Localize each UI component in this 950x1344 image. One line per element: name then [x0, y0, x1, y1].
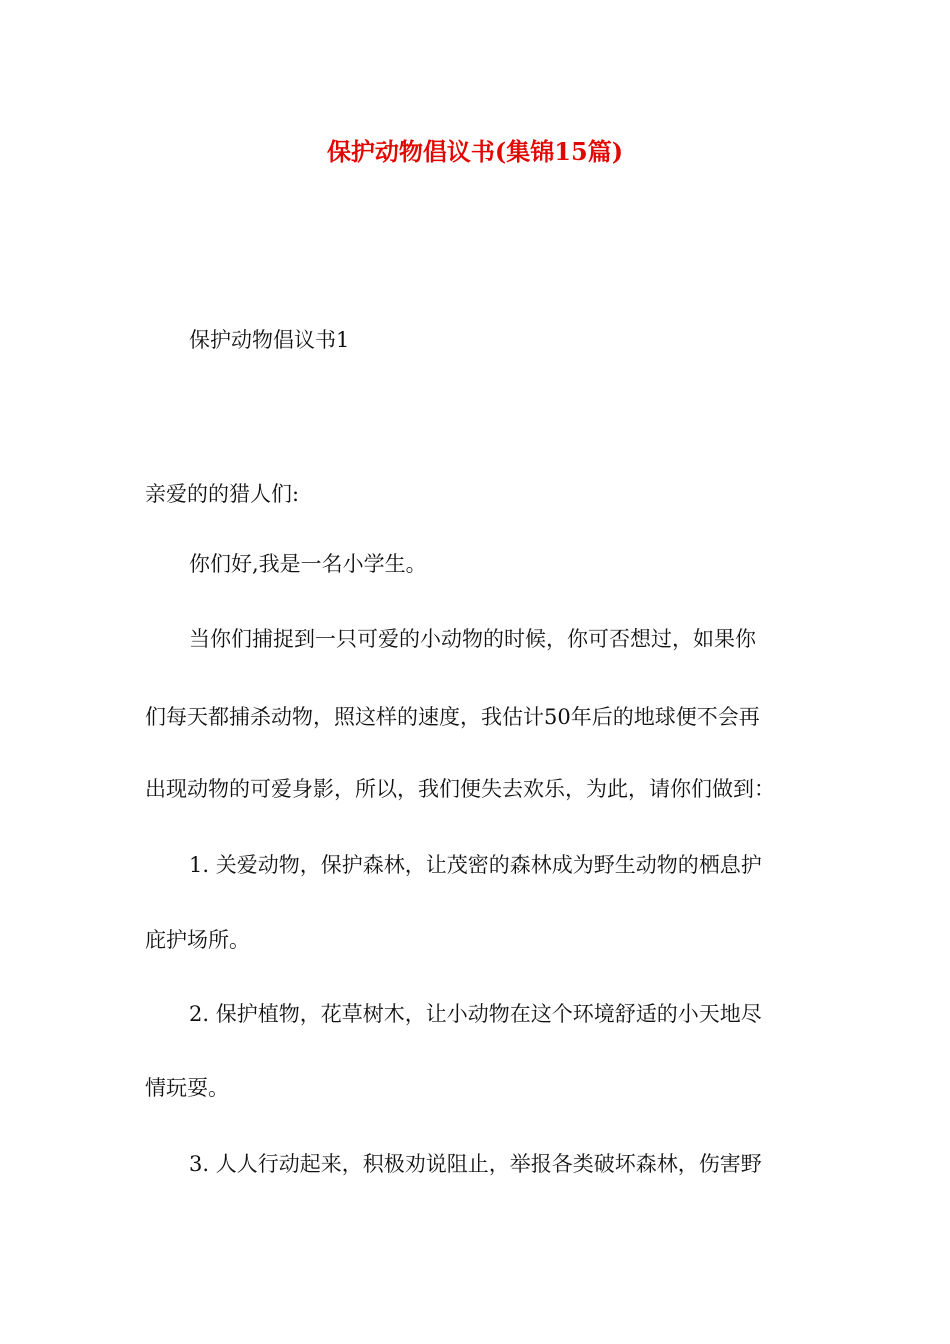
paragraph-1-line-2: 们每天都捕杀动物，照这样的速度，我估计50年后的地球便不会再 [145, 705, 760, 729]
section-heading: 保护动物倡议书1 [189, 328, 350, 352]
list-item-2-line-1: 2. 保护植物，花草树木，让小动物在这个环境舒适的小天地尽 [189, 1002, 762, 1026]
paragraph-1-line-1: 当你们捕捉到一只可爱的小动物的时候，你可否想过，如果你 [189, 627, 756, 651]
document-title: 保护动物倡议书(集锦15篇) [326, 137, 624, 166]
paragraph-1-line-3: 出现动物的可爱身影，所以，我们便失去欢乐，为此，请你们做到： [145, 777, 775, 801]
list-item-2-line-2: 情玩耍。 [145, 1076, 229, 1100]
list-item-3-line-1: 3. 人人行动起来，积极劝说阻止，举报各类破坏森林，伤害野 [189, 1152, 762, 1176]
list-item-1-line-2: 庇护场所。 [145, 928, 250, 952]
salutation: 亲爱的的猎人们: [145, 482, 300, 506]
greeting: 你们好,我是一名小学生。 [189, 552, 427, 576]
list-item-1-line-1: 1. 关爱动物，保护森林，让茂密的森林成为野生动物的栖息护 [189, 853, 762, 877]
